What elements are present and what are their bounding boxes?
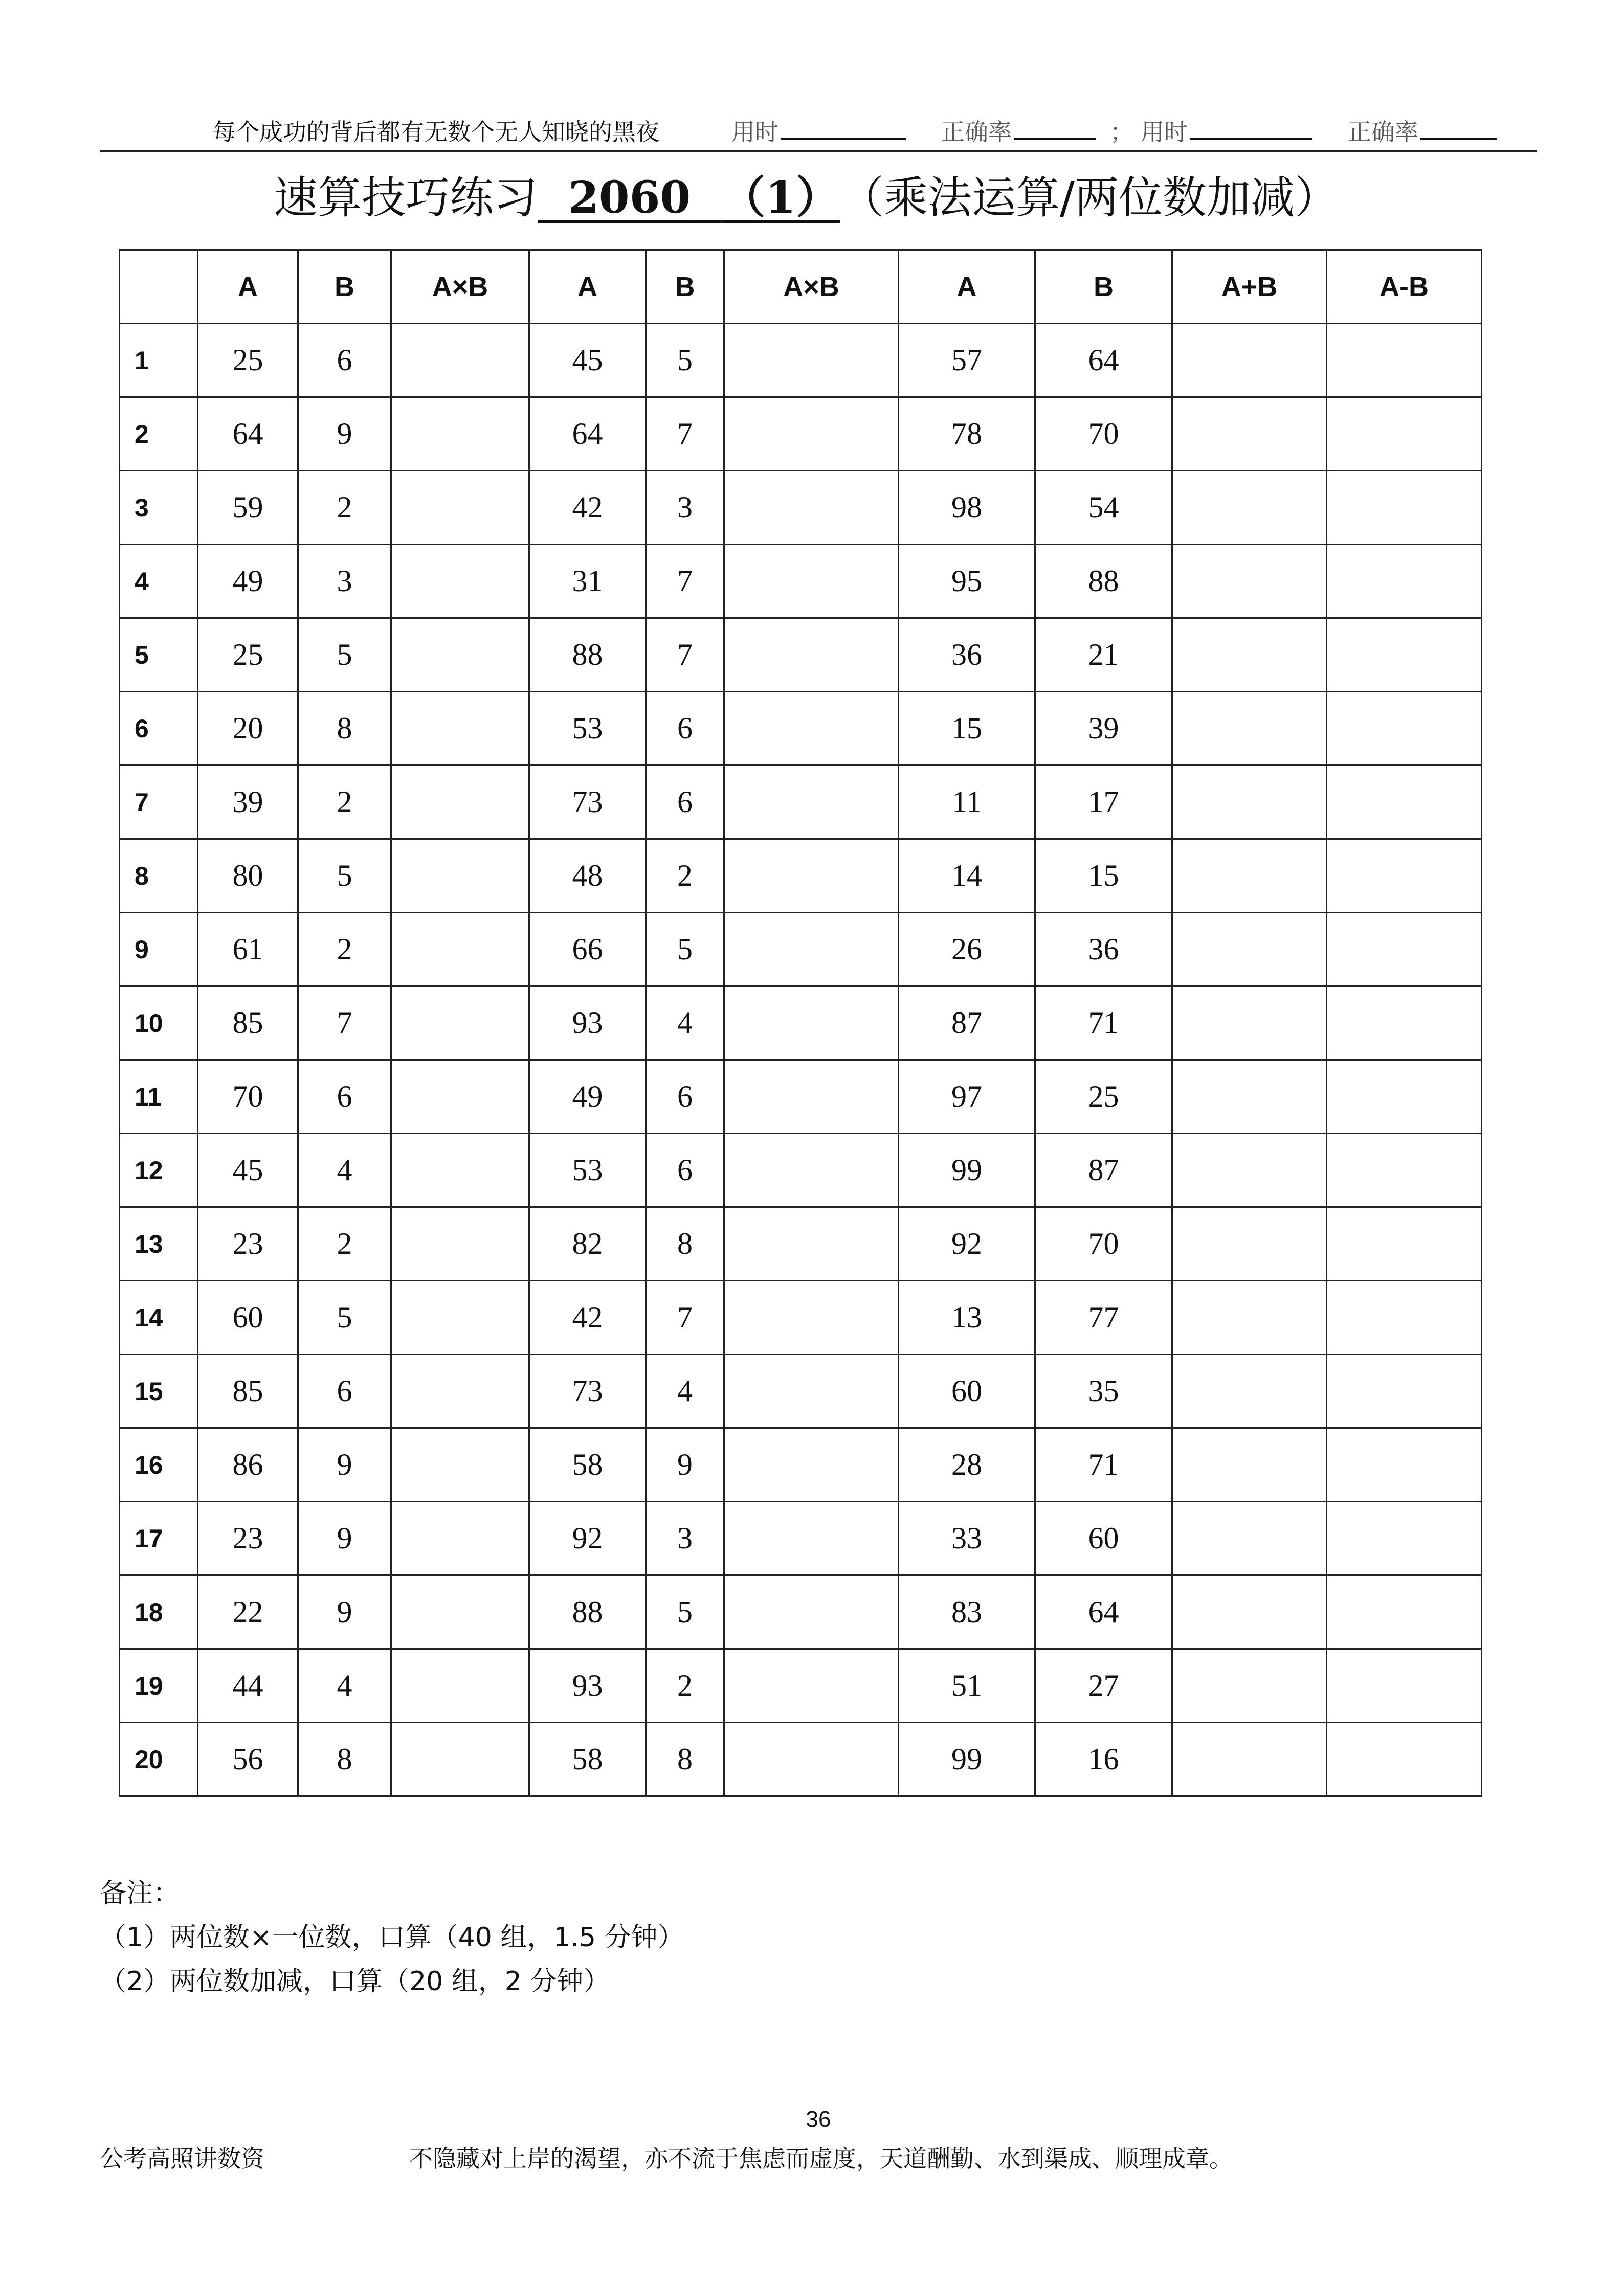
mult2-b-cell: 6 [646,1060,724,1134]
mult2-answer-cell[interactable] [724,1575,899,1649]
mult2-b-cell: 5 [646,1575,724,1649]
table-row [120,1281,1482,1355]
mult1-b-cell: 2 [298,766,391,839]
addsub-b-cell: 70 [1035,1207,1172,1281]
sum-answer-cell[interactable] [1172,1060,1327,1134]
mult2-answer-cell[interactable] [724,618,899,692]
mult1-a-cell: 23 [198,1207,298,1281]
accuracy-field-1 [941,111,1096,152]
mult2-answer-cell[interactable] [724,1723,899,1796]
difference-answer-cell[interactable] [1327,839,1482,913]
addsub-b-cell: 88 [1035,545,1172,618]
sum-answer-cell[interactable] [1172,1134,1327,1207]
sum-answer-cell[interactable] [1172,1502,1327,1575]
table-row [120,913,1482,986]
mult2-answer-cell[interactable] [724,692,899,766]
accuracy-label-2: 正确率 [1348,118,1418,146]
difference-answer-cell[interactable] [1327,986,1482,1060]
mult1-a-cell: 85 [198,986,298,1060]
mult1-b-cell: 7 [298,986,391,1060]
mult2-answer-cell[interactable] [724,1134,899,1207]
mult1-a-cell: 86 [198,1428,298,1502]
row-number: 2 [120,397,198,471]
column-header: B [646,250,724,324]
mult2-a-cell: 64 [529,397,646,471]
title-number: 2060 [568,172,691,223]
row-number: 12 [120,1134,198,1207]
mult2-answer-cell[interactable] [724,1428,899,1502]
accuracy-label-1: 正确率 [941,118,1012,146]
sum-answer-cell[interactable] [1172,545,1327,618]
title-subtitle: （乘法运算/两位数加减） [839,172,1339,223]
table-row [120,1428,1482,1502]
addsub-b-cell: 64 [1035,324,1172,397]
mult2-b-cell: 8 [646,1723,724,1796]
mult2-a-cell: 53 [529,692,646,766]
mult2-b-cell: 7 [646,1281,724,1355]
row-number: 1 [120,324,198,397]
table-row [120,1355,1482,1428]
mult1-b-cell: 4 [298,1649,391,1723]
difference-answer-cell[interactable] [1327,1502,1482,1575]
mult1-answer-cell[interactable] [391,1502,529,1575]
page-title [274,165,1339,231]
accuracy-blank-1[interactable] [1014,111,1096,140]
addsub-a-cell: 13 [899,1281,1035,1355]
mult1-a-cell: 59 [198,471,298,545]
difference-answer-cell[interactable] [1327,1428,1482,1502]
mult2-a-cell: 58 [529,1428,646,1502]
mult2-answer-cell[interactable] [724,1281,899,1355]
mult1-answer-cell[interactable] [391,766,529,839]
mult1-answer-cell[interactable] [391,986,529,1060]
table-row [120,986,1482,1060]
column-header: A [198,250,298,324]
addsub-b-cell: 36 [1035,913,1172,986]
table-row [120,545,1482,618]
mult2-b-cell: 7 [646,397,724,471]
addsub-b-cell: 39 [1035,692,1172,766]
addsub-a-cell: 14 [899,839,1035,913]
mult2-answer-cell[interactable] [724,766,899,839]
mult1-a-cell: 39 [198,766,298,839]
mult2-answer-cell[interactable] [724,1207,899,1281]
mult2-a-cell: 92 [529,1502,646,1575]
table-row [120,839,1482,913]
mult1-answer-cell[interactable] [391,545,529,618]
mult2-a-cell: 42 [529,1281,646,1355]
sum-answer-cell[interactable] [1172,618,1327,692]
mult2-a-cell: 58 [529,1723,646,1796]
sum-answer-cell[interactable] [1172,1428,1327,1502]
difference-answer-cell[interactable] [1327,913,1482,986]
sum-answer-cell[interactable] [1172,692,1327,766]
mult1-b-cell: 6 [298,324,391,397]
notes-heading: 备注： [100,1878,180,1909]
mult1-a-cell: 60 [198,1281,298,1355]
mult1-answer-cell[interactable] [391,1281,529,1355]
mult1-a-cell: 20 [198,692,298,766]
mult2-a-cell: 66 [529,913,646,986]
mult2-b-cell: 7 [646,545,724,618]
mult2-answer-cell[interactable] [724,1355,899,1428]
row-number: 4 [120,545,198,618]
addsub-b-cell: 71 [1035,986,1172,1060]
mult1-answer-cell[interactable] [391,692,529,766]
mult1-a-cell: 25 [198,324,298,397]
addsub-a-cell: 83 [899,1575,1035,1649]
note-line-1: （1）两位数×一位数，口算（40 组，1.5 分钟） [100,1922,684,1953]
mult2-a-cell: 82 [529,1207,646,1281]
mult1-b-cell: 5 [298,618,391,692]
title-number-block [538,165,840,231]
addsub-a-cell: 97 [899,1060,1035,1134]
sum-answer-cell[interactable] [1172,1575,1327,1649]
mult1-a-cell: 64 [198,397,298,471]
column-header: A [899,250,1035,324]
difference-answer-cell[interactable] [1327,397,1482,471]
mult2-a-cell: 93 [529,1649,646,1723]
table-row [120,1723,1482,1796]
addsub-b-cell: 54 [1035,471,1172,545]
difference-answer-cell[interactable] [1327,1355,1482,1428]
difference-answer-cell[interactable] [1327,766,1482,839]
table-row [120,1649,1482,1723]
mult1-answer-cell[interactable] [391,1649,529,1723]
addsub-a-cell: 11 [899,766,1035,839]
accuracy-field-2 [1348,111,1497,152]
column-header: A×B [391,250,529,324]
difference-answer-cell[interactable] [1327,1281,1482,1355]
addsub-a-cell: 60 [899,1355,1035,1428]
sum-answer-cell[interactable] [1172,766,1327,839]
mult1-b-cell: 5 [298,839,391,913]
mult1-answer-cell[interactable] [391,1060,529,1134]
mult2-a-cell: 93 [529,986,646,1060]
addsub-a-cell: 95 [899,545,1035,618]
title-prefix: 速算技巧练习 [274,172,538,223]
row-number: 6 [120,692,198,766]
table-row [120,324,1482,397]
addsub-b-cell: 27 [1035,1649,1172,1723]
mult2-b-cell: 3 [646,471,724,545]
mult2-answer-cell[interactable] [724,471,899,545]
table-row [120,1060,1482,1134]
addsub-b-cell: 16 [1035,1723,1172,1796]
mult1-answer-cell[interactable] [391,913,529,986]
table-row [120,1575,1482,1649]
table-header-row [120,250,1482,324]
time-field-1 [731,111,906,152]
mult1-answer-cell[interactable] [391,1355,529,1428]
sum-answer-cell[interactable] [1172,839,1327,913]
mult1-a-cell: 44 [198,1649,298,1723]
mult1-b-cell: 4 [298,1134,391,1207]
mult1-b-cell: 9 [298,1575,391,1649]
note-line-2: （2）两位数加减，口算（20 组，2 分钟） [100,1966,610,1997]
mult2-b-cell: 7 [646,618,724,692]
table-row [120,1134,1482,1207]
row-number: 19 [120,1649,198,1723]
sum-answer-cell[interactable] [1172,1355,1327,1428]
addsub-a-cell: 51 [899,1649,1035,1723]
time-label-2: 用时 [1141,118,1188,146]
addsub-b-cell: 35 [1035,1355,1172,1428]
mult1-answer-cell[interactable] [391,618,529,692]
mult1-answer-cell[interactable] [391,1428,529,1502]
addsub-a-cell: 99 [899,1134,1035,1207]
mult1-b-cell: 8 [298,692,391,766]
sum-answer-cell[interactable] [1172,1723,1327,1796]
row-number: 18 [120,1575,198,1649]
row-number: 9 [120,913,198,986]
mult1-b-cell: 6 [298,1355,391,1428]
addsub-a-cell: 87 [899,986,1035,1060]
mult1-a-cell: 49 [198,545,298,618]
sum-answer-cell[interactable] [1172,1207,1327,1281]
difference-answer-cell[interactable] [1327,1649,1482,1723]
addsub-b-cell: 70 [1035,397,1172,471]
mult2-answer-cell[interactable] [724,1502,899,1575]
addsub-b-cell: 25 [1035,1060,1172,1134]
sum-answer-cell[interactable] [1172,1649,1327,1723]
mult2-a-cell: 88 [529,618,646,692]
addsub-b-cell: 60 [1035,1502,1172,1575]
sum-answer-cell[interactable] [1172,397,1327,471]
addsub-a-cell: 36 [899,618,1035,692]
addsub-a-cell: 92 [899,1207,1035,1281]
addsub-a-cell: 15 [899,692,1035,766]
sum-answer-cell[interactable] [1172,913,1327,986]
practice-table [119,249,1482,1797]
mult2-a-cell: 73 [529,1355,646,1428]
addsub-b-cell: 87 [1035,1134,1172,1207]
addsub-b-cell: 17 [1035,766,1172,839]
page-number: 36 [806,2107,831,2132]
table-row [120,1207,1482,1281]
table-row [120,766,1482,839]
difference-answer-cell[interactable] [1327,471,1482,545]
column-header: A-B [1327,250,1482,324]
addsub-b-cell: 64 [1035,1575,1172,1649]
mult1-answer-cell[interactable] [391,324,529,397]
time-blank-1[interactable] [781,111,906,140]
time-field-2 [1141,111,1312,152]
table-row [120,1502,1482,1575]
accuracy-blank-2[interactable] [1420,111,1497,140]
difference-answer-cell[interactable] [1327,692,1482,766]
mult1-b-cell: 5 [298,1281,391,1355]
time-blank-2[interactable] [1190,111,1312,140]
mult2-b-cell: 5 [646,324,724,397]
table-row [120,618,1482,692]
row-number: 17 [120,1502,198,1575]
title-part: （1） [721,172,840,223]
mult2-b-cell: 2 [646,839,724,913]
mult2-a-cell: 42 [529,471,646,545]
mult1-answer-cell[interactable] [391,1207,529,1281]
addsub-a-cell: 57 [899,324,1035,397]
mult1-a-cell: 25 [198,618,298,692]
mult2-answer-cell[interactable] [724,1649,899,1723]
time-label-1: 用时 [731,118,778,146]
mult1-answer-cell[interactable] [391,471,529,545]
mult2-b-cell: 3 [646,1502,724,1575]
mult2-a-cell: 31 [529,545,646,618]
mult1-a-cell: 22 [198,1575,298,1649]
row-number: 15 [120,1355,198,1428]
row-number: 8 [120,839,198,913]
notes-section [100,1872,684,2004]
difference-answer-cell[interactable] [1327,1723,1482,1796]
mult2-b-cell: 8 [646,1207,724,1281]
mult1-answer-cell[interactable] [391,397,529,471]
header-strip [100,111,1537,152]
footer-source: 公考高照讲数资 [100,2145,264,2172]
mult1-b-cell: 2 [298,471,391,545]
mult2-answer-cell[interactable] [724,1060,899,1134]
header-divider [100,150,1537,152]
sum-answer-cell[interactable] [1172,324,1327,397]
row-number: 7 [120,766,198,839]
mult2-answer-cell[interactable] [724,324,899,397]
table-row [120,471,1482,545]
mult1-b-cell: 6 [298,1060,391,1134]
addsub-b-cell: 77 [1035,1281,1172,1355]
addsub-a-cell: 33 [899,1502,1035,1575]
column-header: B [1035,250,1172,324]
mult1-a-cell: 61 [198,913,298,986]
table-body [120,324,1482,1796]
mult2-a-cell: 53 [529,1134,646,1207]
row-number: 16 [120,1428,198,1502]
mult1-a-cell: 56 [198,1723,298,1796]
addsub-b-cell: 15 [1035,839,1172,913]
mult2-answer-cell[interactable] [724,913,899,986]
row-number: 14 [120,1281,198,1355]
mult1-b-cell: 9 [298,397,391,471]
addsub-a-cell: 98 [899,471,1035,545]
difference-answer-cell[interactable] [1327,1134,1482,1207]
mult2-b-cell: 6 [646,692,724,766]
mult1-b-cell: 9 [298,1502,391,1575]
mult1-b-cell: 2 [298,1207,391,1281]
mult2-b-cell: 9 [646,1428,724,1502]
column-header [120,250,198,324]
mult1-b-cell: 2 [298,913,391,986]
column-header: A+B [1172,250,1327,324]
difference-answer-cell[interactable] [1327,324,1482,397]
row-number: 13 [120,1207,198,1281]
footer-quote: 不隐藏对上岸的渴望，亦不流于焦虑而虚度，天道酬勤、水到渠成、顺理成章。 [409,2145,1233,2172]
row-number: 11 [120,1060,198,1134]
mult2-a-cell: 73 [529,766,646,839]
mult2-a-cell: 88 [529,1575,646,1649]
row-number: 3 [120,471,198,545]
sum-answer-cell[interactable] [1172,1281,1327,1355]
mult1-b-cell: 3 [298,545,391,618]
difference-answer-cell[interactable] [1327,545,1482,618]
column-header: A [529,250,646,324]
mult1-a-cell: 70 [198,1060,298,1134]
mult1-answer-cell[interactable] [391,1134,529,1207]
sum-answer-cell[interactable] [1172,986,1327,1060]
mult2-answer-cell[interactable] [724,839,899,913]
mult2-answer-cell[interactable] [724,397,899,471]
mult1-answer-cell[interactable] [391,1575,529,1649]
mult2-a-cell: 45 [529,324,646,397]
row-number: 10 [120,986,198,1060]
header-motto: 每个成功的背后都有无数个无人知晓的黑夜 [212,118,659,146]
table-row [120,397,1482,471]
difference-answer-cell[interactable] [1327,618,1482,692]
mult2-b-cell: 4 [646,1355,724,1428]
mult2-answer-cell[interactable] [724,986,899,1060]
column-header: B [298,250,391,324]
mult2-b-cell: 2 [646,1649,724,1723]
header-separator: ； [1110,118,1133,146]
sum-answer-cell[interactable] [1172,471,1327,545]
row-number: 20 [120,1723,198,1796]
row-number: 5 [120,618,198,692]
mult2-b-cell: 5 [646,913,724,986]
difference-answer-cell[interactable] [1327,1207,1482,1281]
addsub-b-cell: 71 [1035,1428,1172,1502]
addsub-a-cell: 99 [899,1723,1035,1796]
mult2-answer-cell[interactable] [724,545,899,618]
addsub-a-cell: 78 [899,397,1035,471]
mult1-a-cell: 85 [198,1355,298,1428]
addsub-a-cell: 26 [899,913,1035,986]
mult1-a-cell: 45 [198,1134,298,1207]
mult2-b-cell: 6 [646,1134,724,1207]
mult2-a-cell: 48 [529,839,646,913]
mult1-answer-cell[interactable] [391,1723,529,1796]
mult1-a-cell: 80 [198,839,298,913]
table-row [120,692,1482,766]
difference-answer-cell[interactable] [1327,1575,1482,1649]
mult2-b-cell: 6 [646,766,724,839]
mult2-b-cell: 4 [646,986,724,1060]
difference-answer-cell[interactable] [1327,1060,1482,1134]
mult1-b-cell: 8 [298,1723,391,1796]
addsub-a-cell: 28 [899,1428,1035,1502]
mult1-b-cell: 9 [298,1428,391,1502]
mult1-answer-cell[interactable] [391,839,529,913]
mult1-a-cell: 23 [198,1502,298,1575]
mult2-a-cell: 49 [529,1060,646,1134]
addsub-b-cell: 21 [1035,618,1172,692]
column-header: A×B [724,250,899,324]
